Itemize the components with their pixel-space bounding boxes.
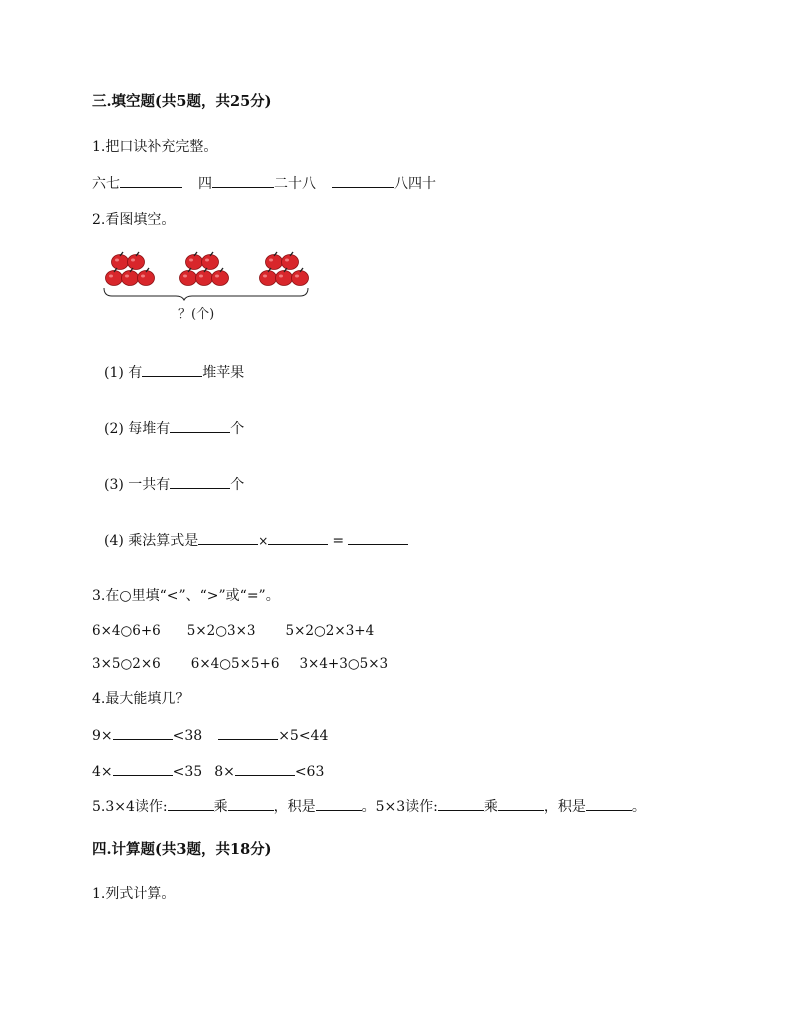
q5-text-1: 5.3×4读作: [92,799,168,815]
q4-r1a-prefix: 9× [92,728,113,744]
q2-sub4-blank-3[interactable] [348,530,408,545]
q4-r2b-suffix: <63 [294,764,325,780]
apple-icon [266,252,283,270]
q4-title: 4.最大能填几？ [92,691,190,707]
q2-sub1-prefix: (1) 有 [104,365,143,381]
q2-sub3-suffix: 个 [230,477,245,493]
q4-r2a-blank[interactable] [113,761,173,776]
q1-part3: 二十八 [274,176,316,192]
q5-text-7: 。 [631,799,646,815]
q4-row-2 [92,761,324,782]
q5-blank-5[interactable] [498,796,544,811]
section-4-heading: 四.计算题(共3题，共18分) [92,841,272,858]
apple-icon [106,268,123,286]
q2-sub1 [104,362,244,383]
q2-sub3-blank[interactable] [170,474,230,489]
apple-icon [180,268,197,286]
brace [104,288,308,300]
q4-r2b-blank[interactable] [235,761,295,776]
q2-sub1-suffix: 堆苹果 [202,365,245,381]
q4-r1a-blank[interactable] [113,725,173,740]
q2-sub2 [104,418,244,439]
q2-equals-sign: = [332,533,345,549]
q5-blank-1[interactable] [168,796,214,811]
q1-part4: 八四十 [394,176,436,192]
q2-sub2-prefix: (2) 每堆有 [104,421,171,437]
q5-blank-4[interactable] [438,796,484,811]
apple-icon [138,268,155,286]
q2-title: 2.看图填空。 [92,212,176,228]
q5-blank-6[interactable] [586,796,632,811]
q2-sub2-blank[interactable] [170,418,230,433]
q2-sub3-prefix: (3) 一共有 [104,477,171,493]
q4-r1b-blank[interactable] [218,725,278,740]
q3-item: 3×5○2×6 [92,656,161,672]
apple-icon [128,252,145,270]
q5-blank-3[interactable] [316,796,362,811]
q4-r1a-suffix: <38 [172,728,203,744]
q5-row [92,796,646,817]
q2-sub4 [104,530,408,551]
apple-icon [186,252,203,270]
q2-sub4-blank-1[interactable] [198,530,258,545]
apple-icon [260,268,277,286]
apple-icon [212,268,229,286]
q1-blank-1[interactable] [120,173,182,188]
q5-text-5: 乘 [483,799,498,815]
q1-row [92,173,436,194]
q1-blank-2[interactable] [212,173,274,188]
apple-icon [112,252,129,270]
q2-sub4-blank-2[interactable] [268,530,328,545]
q3-item: 5×2○2×3+4 [285,623,375,639]
q5-text-2: 乘 [213,799,228,815]
q3-row-2 [92,654,388,674]
section-4-q1-title: 1.列式计算。 [92,886,176,902]
q2-sub3 [104,474,244,495]
apple-piles [106,252,309,286]
q4-r2a-suffix: <35 [172,764,203,780]
q3-item: 5×2○3×3 [186,623,256,639]
apple-icon [196,268,213,286]
q1-part1: 六七 [92,176,120,192]
q2-times-sign: × [258,534,269,548]
q2-sub4-prefix: (4) 乘法算式是 [104,533,199,549]
apple-icon [292,268,309,286]
apple-icon [202,252,219,270]
q4-r2b-prefix: 8× [214,764,235,780]
q3-row-1 [92,621,374,641]
q3-item: 6×4○6+6 [92,623,161,639]
q2-sub1-blank[interactable] [142,362,202,377]
apple-piles-figure [96,250,316,328]
apple-icon [276,268,293,286]
q1-title: 1.把口诀补充完整。 [92,139,218,155]
q5-text-6: ，积是 [543,799,586,815]
q3-item: 6×4○5×5+6 [190,656,280,672]
apple-icon [122,268,139,286]
q4-r2a-prefix: 4× [92,764,113,780]
q1-part2: 四 [198,176,212,192]
apple-icon [282,252,299,270]
brace-label: ？(个) [178,307,215,322]
q2-sub2-suffix: 个 [230,421,245,437]
q4-r1b-suffix: ×5<44 [278,728,329,744]
q3-item: 3×4+3○5×3 [299,656,389,672]
q5-text-3: ，积是 [273,799,316,815]
section-3-heading: 三.填空题(共5题，共25分) [92,93,272,110]
q1-blank-3[interactable] [332,173,394,188]
q5-blank-2[interactable] [228,796,274,811]
q5-text-4: 。5×3读作: [361,799,438,815]
q4-row-1 [92,725,328,746]
q3-title: 3.在○里填“<”、“>”或“=”。 [92,588,280,604]
